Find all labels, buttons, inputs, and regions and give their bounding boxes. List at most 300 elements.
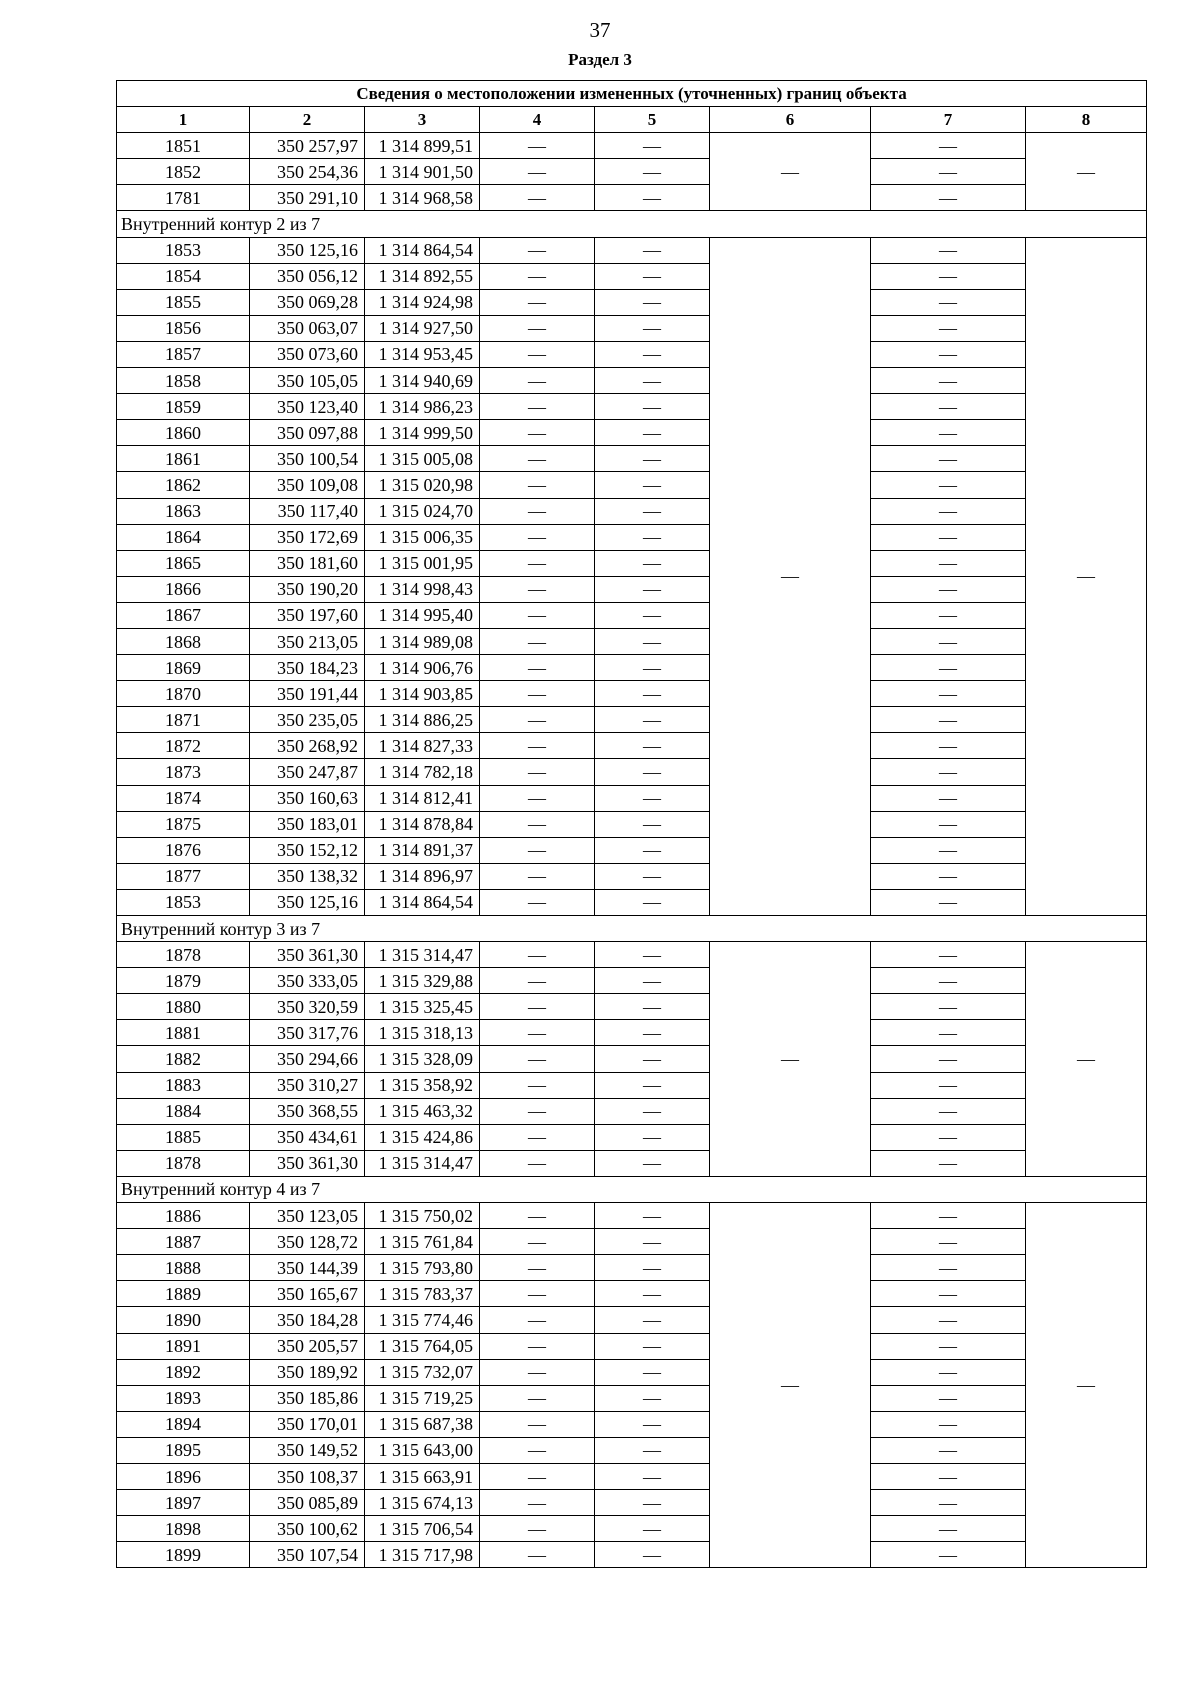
- col6-dash: —: [710, 237, 871, 915]
- col4-dash: —: [480, 185, 595, 211]
- col5-dash: —: [595, 785, 710, 811]
- col4-dash: —: [480, 289, 595, 315]
- table-row: [117, 837, 1147, 863]
- col5-dash: —: [595, 341, 710, 367]
- point-number: 1899: [117, 1542, 250, 1568]
- col7-dash: —: [871, 1463, 1026, 1489]
- point-number: 1866: [117, 576, 250, 602]
- coordinate-x: 350 310,27: [250, 1072, 365, 1098]
- coordinate-x: 350 197,60: [250, 602, 365, 628]
- col6-dash: —: [710, 1203, 871, 1568]
- col4-dash: —: [480, 420, 595, 446]
- coordinate-y: 1 315 663,91: [365, 1463, 480, 1489]
- col7-dash: —: [871, 681, 1026, 707]
- col5-dash: —: [595, 133, 710, 159]
- coordinate-y: 1 314 927,50: [365, 315, 480, 341]
- col5-dash: —: [595, 1437, 710, 1463]
- table-row: [117, 1490, 1147, 1516]
- point-number: 1863: [117, 498, 250, 524]
- point-number: 1894: [117, 1411, 250, 1437]
- col7-dash: —: [871, 498, 1026, 524]
- coordinate-y: 1 314 899,51: [365, 133, 480, 159]
- coordinate-x: 350 123,40: [250, 394, 365, 420]
- col7-dash: —: [871, 942, 1026, 968]
- col7-dash: —: [871, 968, 1026, 994]
- coordinate-x: 350 108,37: [250, 1463, 365, 1489]
- col7-dash: —: [871, 263, 1026, 289]
- col7-dash: —: [871, 1072, 1026, 1098]
- coordinate-x: 350 268,92: [250, 733, 365, 759]
- point-number: 1898: [117, 1516, 250, 1542]
- point-number: 1887: [117, 1229, 250, 1255]
- col7-dash: —: [871, 602, 1026, 628]
- table-row: [117, 1307, 1147, 1333]
- col7-dash: —: [871, 1150, 1026, 1176]
- column-number: 1: [117, 107, 250, 133]
- col7-dash: —: [871, 289, 1026, 315]
- col7-dash: —: [871, 420, 1026, 446]
- coordinate-x: 350 190,20: [250, 576, 365, 602]
- point-number: 1883: [117, 1072, 250, 1098]
- coordinate-x: 350 056,12: [250, 263, 365, 289]
- point-number: 1897: [117, 1490, 250, 1516]
- coordinate-y: 1 315 024,70: [365, 498, 480, 524]
- coordinate-x: 350 191,44: [250, 681, 365, 707]
- col5-dash: —: [595, 1490, 710, 1516]
- col7-dash: —: [871, 237, 1026, 263]
- table-heading: Сведения о местоположении измененных (уточненных) границ объекта: [117, 81, 1147, 107]
- coordinate-y: 1 315 001,95: [365, 550, 480, 576]
- col4-dash: —: [480, 837, 595, 863]
- table-row: [117, 420, 1147, 446]
- table-row: [117, 524, 1147, 550]
- coordinate-y: 1 315 358,92: [365, 1072, 480, 1098]
- point-number: 1869: [117, 655, 250, 681]
- col4-dash: —: [480, 811, 595, 837]
- coordinate-y: 1 315 761,84: [365, 1229, 480, 1255]
- coordinate-x: 350 257,97: [250, 133, 365, 159]
- contour-label: Внутренний контур 2 из 7: [117, 211, 1147, 237]
- col5-dash: —: [595, 1020, 710, 1046]
- col5-dash: —: [595, 863, 710, 889]
- table-row: [117, 1516, 1147, 1542]
- col7-dash: —: [871, 394, 1026, 420]
- col5-dash: —: [595, 837, 710, 863]
- coordinate-x: 350 149,52: [250, 1437, 365, 1463]
- point-number: 1851: [117, 133, 250, 159]
- col5-dash: —: [595, 942, 710, 968]
- coordinate-y: 1 314 940,69: [365, 368, 480, 394]
- coordinate-y: 1 314 896,97: [365, 863, 480, 889]
- col7-dash: —: [871, 837, 1026, 863]
- col7-dash: —: [871, 733, 1026, 759]
- col7-dash: —: [871, 550, 1026, 576]
- coordinate-x: 350 160,63: [250, 785, 365, 811]
- table-row: [117, 289, 1147, 315]
- point-number: 1878: [117, 1150, 250, 1176]
- coordinate-x: 350 368,55: [250, 1098, 365, 1124]
- contour-label: Внутренний контур 4 из 7: [117, 1176, 1147, 1202]
- point-number: 1865: [117, 550, 250, 576]
- table-row: [117, 785, 1147, 811]
- coordinate-y: 1 314 999,50: [365, 420, 480, 446]
- coordinate-x: 350 183,01: [250, 811, 365, 837]
- coordinate-x: 350 105,05: [250, 368, 365, 394]
- coordinate-x: 350 361,30: [250, 942, 365, 968]
- col4-dash: —: [480, 602, 595, 628]
- table-row: [117, 1281, 1147, 1307]
- page-number: 37: [589, 18, 611, 42]
- col7-dash: —: [871, 1229, 1026, 1255]
- coordinate-y: 1 315 005,08: [365, 446, 480, 472]
- col4-dash: —: [480, 1463, 595, 1489]
- coordinate-y: 1 315 774,46: [365, 1307, 480, 1333]
- coordinate-x: 350 294,66: [250, 1046, 365, 1072]
- table-row: [117, 1046, 1147, 1072]
- coordinates-table: [116, 80, 1147, 1568]
- point-number: 1855: [117, 289, 250, 315]
- col7-dash: —: [871, 889, 1026, 915]
- table-row: [117, 628, 1147, 654]
- coordinate-x: 350 152,12: [250, 837, 365, 863]
- col4-dash: —: [480, 394, 595, 420]
- coordinate-y: 1 315 706,54: [365, 1516, 480, 1542]
- col5-dash: —: [595, 315, 710, 341]
- table-row: [117, 759, 1147, 785]
- column-number: 8: [1026, 107, 1147, 133]
- col4-dash: —: [480, 1516, 595, 1542]
- col5-dash: —: [595, 1124, 710, 1150]
- col4-dash: —: [480, 1333, 595, 1359]
- coordinate-y: 1 314 886,25: [365, 707, 480, 733]
- col7-dash: —: [871, 368, 1026, 394]
- table-row: [117, 1020, 1147, 1046]
- col5-dash: —: [595, 759, 710, 785]
- col7-dash: —: [871, 1124, 1026, 1150]
- table-row: [117, 1385, 1147, 1411]
- point-number: 1876: [117, 837, 250, 863]
- point-number: 1881: [117, 1020, 250, 1046]
- point-number: 1891: [117, 1333, 250, 1359]
- col5-dash: —: [595, 1542, 710, 1568]
- col7-dash: —: [871, 1046, 1026, 1072]
- col4-dash: —: [480, 968, 595, 994]
- table-row: [117, 942, 1147, 968]
- point-number: 1859: [117, 394, 250, 420]
- contour-label-row: [117, 916, 1147, 942]
- coordinate-x: 350 117,40: [250, 498, 365, 524]
- point-number: 1875: [117, 811, 250, 837]
- coordinate-x: 350 144,39: [250, 1255, 365, 1281]
- table-row: [117, 733, 1147, 759]
- table-row: [117, 602, 1147, 628]
- col7-dash: —: [871, 524, 1026, 550]
- coordinate-y: 1 315 328,09: [365, 1046, 480, 1072]
- coordinate-y: 1 315 463,32: [365, 1098, 480, 1124]
- coordinate-x: 350 069,28: [250, 289, 365, 315]
- table-row: [117, 968, 1147, 994]
- coordinate-y: 1 315 314,47: [365, 942, 480, 968]
- col4-dash: —: [480, 472, 595, 498]
- coordinate-x: 350 170,01: [250, 1411, 365, 1437]
- col4-dash: —: [480, 1359, 595, 1385]
- table-row: [117, 1072, 1147, 1098]
- col5-dash: —: [595, 394, 710, 420]
- coordinate-y: 1 315 329,88: [365, 968, 480, 994]
- coordinate-x: 350 320,59: [250, 994, 365, 1020]
- col5-dash: —: [595, 446, 710, 472]
- col4-dash: —: [480, 133, 595, 159]
- table-row: [117, 472, 1147, 498]
- point-number: 1895: [117, 1437, 250, 1463]
- coordinate-y: 1 315 764,05: [365, 1333, 480, 1359]
- point-number: 1873: [117, 759, 250, 785]
- coordinate-x: 350 097,88: [250, 420, 365, 446]
- point-number: 1864: [117, 524, 250, 550]
- coordinate-x: 350 073,60: [250, 341, 365, 367]
- col4-dash: —: [480, 1490, 595, 1516]
- coordinate-x: 350 128,72: [250, 1229, 365, 1255]
- col6-dash: —: [710, 942, 871, 1177]
- table-row: [117, 1098, 1147, 1124]
- coordinate-x: 350 125,16: [250, 889, 365, 915]
- col7-dash: —: [871, 1359, 1026, 1385]
- col5-dash: —: [595, 655, 710, 681]
- column-number: 2: [250, 107, 365, 133]
- coordinate-y: 1 314 998,43: [365, 576, 480, 602]
- coordinate-y: 1 314 924,98: [365, 289, 480, 315]
- col4-dash: —: [480, 1411, 595, 1437]
- col4-dash: —: [480, 942, 595, 968]
- table-row: [117, 263, 1147, 289]
- point-number: 1885: [117, 1124, 250, 1150]
- coordinate-x: 350 333,05: [250, 968, 365, 994]
- coordinate-x: 350 185,86: [250, 1385, 365, 1411]
- coordinate-x: 350 291,10: [250, 185, 365, 211]
- col5-dash: —: [595, 289, 710, 315]
- table-row: [117, 1150, 1147, 1176]
- coordinate-y: 1 314 878,84: [365, 811, 480, 837]
- col7-dash: —: [871, 785, 1026, 811]
- col8-dash: —: [1026, 942, 1147, 1177]
- coordinate-y: 1 315 318,13: [365, 1020, 480, 1046]
- col5-dash: —: [595, 263, 710, 289]
- col7-dash: —: [871, 1020, 1026, 1046]
- col8-dash: —: [1026, 1203, 1147, 1568]
- column-number: 3: [365, 107, 480, 133]
- col4-dash: —: [480, 446, 595, 472]
- col7-dash: —: [871, 159, 1026, 185]
- point-number: 1893: [117, 1385, 250, 1411]
- col7-dash: —: [871, 707, 1026, 733]
- col7-dash: —: [871, 1385, 1026, 1411]
- point-number: 1860: [117, 420, 250, 446]
- point-number: 1888: [117, 1255, 250, 1281]
- coordinate-y: 1 314 891,37: [365, 837, 480, 863]
- coordinate-y: 1 314 827,33: [365, 733, 480, 759]
- col5-dash: —: [595, 368, 710, 394]
- table-row: [117, 1359, 1147, 1385]
- col4-dash: —: [480, 315, 595, 341]
- col5-dash: —: [595, 628, 710, 654]
- col5-dash: —: [595, 1359, 710, 1385]
- coordinate-x: 350 063,07: [250, 315, 365, 341]
- table-row: [117, 681, 1147, 707]
- col4-dash: —: [480, 341, 595, 367]
- coordinate-x: 350 085,89: [250, 1490, 365, 1516]
- col4-dash: —: [480, 655, 595, 681]
- point-number: 1890: [117, 1307, 250, 1333]
- coordinate-x: 350 184,28: [250, 1307, 365, 1333]
- col4-dash: —: [480, 1124, 595, 1150]
- col7-dash: —: [871, 1281, 1026, 1307]
- col7-dash: —: [871, 1437, 1026, 1463]
- col4-dash: —: [480, 1307, 595, 1333]
- col5-dash: —: [595, 550, 710, 576]
- coordinate-y: 1 314 864,54: [365, 889, 480, 915]
- col5-dash: —: [595, 968, 710, 994]
- coordinate-y: 1 314 995,40: [365, 602, 480, 628]
- col4-dash: —: [480, 863, 595, 889]
- coordinate-x: 350 165,67: [250, 1281, 365, 1307]
- table-row: [117, 707, 1147, 733]
- table-row: [117, 185, 1147, 211]
- col7-dash: —: [871, 472, 1026, 498]
- coordinate-y: 1 315 006,35: [365, 524, 480, 550]
- coordinate-x: 350 361,30: [250, 1150, 365, 1176]
- contour-label-row: [117, 1176, 1147, 1202]
- coordinate-x: 350 109,08: [250, 472, 365, 498]
- point-number: 1882: [117, 1046, 250, 1072]
- col7-dash: —: [871, 576, 1026, 602]
- point-number: 1870: [117, 681, 250, 707]
- point-number: 1854: [117, 263, 250, 289]
- col5-dash: —: [595, 237, 710, 263]
- col5-dash: —: [595, 1411, 710, 1437]
- col5-dash: —: [595, 994, 710, 1020]
- table-row: [117, 394, 1147, 420]
- col5-dash: —: [595, 1046, 710, 1072]
- table-heading-row: [117, 81, 1147, 107]
- coordinate-y: 1 315 793,80: [365, 1255, 480, 1281]
- table-row: [117, 133, 1147, 159]
- point-number: 1862: [117, 472, 250, 498]
- table-row: [117, 863, 1147, 889]
- col5-dash: —: [595, 1072, 710, 1098]
- point-number: 1896: [117, 1463, 250, 1489]
- coordinate-y: 1 315 314,47: [365, 1150, 480, 1176]
- col4-dash: —: [480, 1437, 595, 1463]
- point-number: 1884: [117, 1098, 250, 1124]
- coordinate-x: 350 138,32: [250, 863, 365, 889]
- table-row: [117, 1542, 1147, 1568]
- point-number: 1857: [117, 341, 250, 367]
- table-row: [117, 655, 1147, 681]
- col8-dash: —: [1026, 237, 1147, 915]
- col4-dash: —: [480, 159, 595, 185]
- col4-dash: —: [480, 550, 595, 576]
- col8-dash: —: [1026, 133, 1147, 211]
- col7-dash: —: [871, 1490, 1026, 1516]
- coordinate-y: 1 315 732,07: [365, 1359, 480, 1385]
- col7-dash: —: [871, 759, 1026, 785]
- col5-dash: —: [595, 1463, 710, 1489]
- col4-dash: —: [480, 1020, 595, 1046]
- table-row: [117, 1333, 1147, 1359]
- coordinate-y: 1 315 717,98: [365, 1542, 480, 1568]
- point-number: 1852: [117, 159, 250, 185]
- coordinate-x: 350 247,87: [250, 759, 365, 785]
- coordinate-x: 350 235,05: [250, 707, 365, 733]
- table-row: [117, 1229, 1147, 1255]
- col7-dash: —: [871, 1307, 1026, 1333]
- col4-dash: —: [480, 1255, 595, 1281]
- point-number: 1867: [117, 602, 250, 628]
- coordinate-x: 350 181,60: [250, 550, 365, 576]
- point-number: 1871: [117, 707, 250, 733]
- coordinate-x: 350 100,54: [250, 446, 365, 472]
- table-row: [117, 994, 1147, 1020]
- coordinate-x: 350 123,05: [250, 1203, 365, 1229]
- coordinate-y: 1 315 750,02: [365, 1203, 480, 1229]
- col4-dash: —: [480, 681, 595, 707]
- col5-dash: —: [595, 185, 710, 211]
- col7-dash: —: [871, 994, 1026, 1020]
- coordinate-y: 1 314 782,18: [365, 759, 480, 785]
- coordinate-y: 1 315 674,13: [365, 1490, 480, 1516]
- table-row: [117, 1437, 1147, 1463]
- col4-dash: —: [480, 524, 595, 550]
- point-number: 1856: [117, 315, 250, 341]
- coordinate-y: 1 314 989,08: [365, 628, 480, 654]
- col5-dash: —: [595, 733, 710, 759]
- col5-dash: —: [595, 1281, 710, 1307]
- coordinate-y: 1 314 864,54: [365, 237, 480, 263]
- point-number: 1874: [117, 785, 250, 811]
- col7-dash: —: [871, 1255, 1026, 1281]
- col5-dash: —: [595, 1516, 710, 1542]
- point-number: 1858: [117, 368, 250, 394]
- coordinate-y: 1 314 812,41: [365, 785, 480, 811]
- coordinate-x: 350 100,62: [250, 1516, 365, 1542]
- col5-dash: —: [595, 889, 710, 915]
- col5-dash: —: [595, 707, 710, 733]
- table-row: [117, 1463, 1147, 1489]
- col7-dash: —: [871, 185, 1026, 211]
- col5-dash: —: [595, 472, 710, 498]
- table-row: [117, 368, 1147, 394]
- coordinate-y: 1 314 901,50: [365, 159, 480, 185]
- point-number: 1877: [117, 863, 250, 889]
- point-number: 1879: [117, 968, 250, 994]
- col7-dash: —: [871, 1516, 1026, 1542]
- point-number: 1853: [117, 889, 250, 915]
- table-row: [117, 576, 1147, 602]
- col7-dash: —: [871, 811, 1026, 837]
- table-row: [117, 1203, 1147, 1229]
- col5-dash: —: [595, 1307, 710, 1333]
- col4-dash: —: [480, 759, 595, 785]
- col7-dash: —: [871, 133, 1026, 159]
- coordinate-x: 350 172,69: [250, 524, 365, 550]
- col5-dash: —: [595, 159, 710, 185]
- coordinate-x: 350 213,05: [250, 628, 365, 654]
- col4-dash: —: [480, 628, 595, 654]
- col4-dash: —: [480, 1203, 595, 1229]
- table-row: [117, 341, 1147, 367]
- contour-label-row: [117, 211, 1147, 237]
- col7-dash: —: [871, 1542, 1026, 1568]
